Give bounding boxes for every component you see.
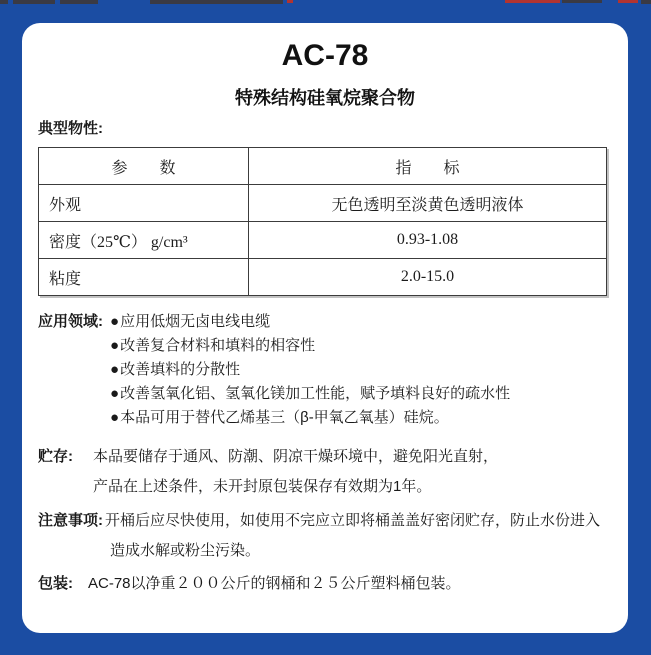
storage-line: 产品在上述条件，未开封原包装保存有效期为1年。 xyxy=(93,478,432,495)
bullet-icon: ● xyxy=(110,361,120,378)
table-row xyxy=(39,222,607,259)
packing-label: 包装: xyxy=(38,575,73,592)
application-list xyxy=(110,310,510,430)
value-viscosity: 2.0-15.0 xyxy=(249,259,607,296)
packing-section xyxy=(38,572,628,596)
list-item-text: 应用低烟无卤电线电缆 xyxy=(120,313,271,330)
product-subtitle: 特殊结构硅氧烷聚合物 xyxy=(235,88,415,108)
list-item xyxy=(110,382,510,406)
storage-label: 贮存: xyxy=(38,448,73,465)
table-row xyxy=(39,185,607,222)
value-appearance: 无色透明至淡黄色透明液体 xyxy=(249,185,607,222)
application-label: 应用领域: xyxy=(38,313,103,330)
list-item-text: 改善填料的分散性 xyxy=(120,361,241,378)
storage-section xyxy=(38,442,628,502)
param-appearance: 外观 xyxy=(39,185,249,222)
param-viscosity: 粘度 xyxy=(39,259,249,296)
caution-line: 造成水解或粉尘污染。 xyxy=(110,542,261,559)
param-density: 密度（25℃） g/cm³ xyxy=(39,222,249,259)
list-item xyxy=(110,358,510,382)
application-section xyxy=(38,310,628,430)
bullet-icon: ● xyxy=(110,385,120,402)
top-crop-fragment xyxy=(562,0,602,3)
list-item xyxy=(110,310,510,334)
properties-table xyxy=(38,147,607,296)
storage-text xyxy=(93,442,498,502)
bullet-icon: ● xyxy=(110,337,120,354)
typical-properties-label: 典型物性: xyxy=(38,120,103,137)
list-item-text: 本品可用于替代乙烯基三（β-甲氧乙氧基）硅烷。 xyxy=(120,409,449,426)
top-crop-fragment xyxy=(0,0,8,4)
product-title: AC-78 xyxy=(281,39,369,72)
bullet-icon: ● xyxy=(110,409,120,426)
top-crop-fragment xyxy=(13,0,55,4)
top-crop-fragment xyxy=(287,0,293,3)
value-density: 0.93-1.08 xyxy=(249,222,607,259)
packing-text: AC-78以净重２００公斤的钢桶和２５公斤塑料桶包装。 xyxy=(88,575,461,592)
column-header-parameter: 参 数 xyxy=(39,148,249,185)
top-crop-fragment xyxy=(60,0,98,4)
table-row xyxy=(39,259,607,296)
top-crop-fragment xyxy=(641,0,651,4)
list-item xyxy=(110,334,510,358)
column-header-spec: 指 标 xyxy=(249,148,607,185)
list-item xyxy=(110,406,510,430)
storage-line: 本品要储存于通风、防潮、阴凉干燥环境中，避免阳光直射， xyxy=(93,448,499,465)
caution-line: 开桶后应尽快使用，如使用不完应立即将桶盖盖好密闭贮存，防止水份进入 xyxy=(105,512,601,529)
product-datasheet-card xyxy=(22,23,628,633)
top-crop-fragment xyxy=(150,0,283,4)
list-item-text: 改善复合材料和填料的相容性 xyxy=(120,337,316,354)
caution-text xyxy=(105,506,600,566)
list-item-text: 改善氢氧化铝、氢氧化镁加工性能，赋予填料良好的疏水性 xyxy=(120,385,511,402)
bullet-icon: ● xyxy=(110,313,120,330)
caution-section xyxy=(38,506,628,566)
caution-label: 注意事项: xyxy=(38,512,103,529)
top-crop-fragment xyxy=(505,0,560,3)
table-header-row xyxy=(39,148,607,185)
top-crop-fragment xyxy=(618,0,638,3)
